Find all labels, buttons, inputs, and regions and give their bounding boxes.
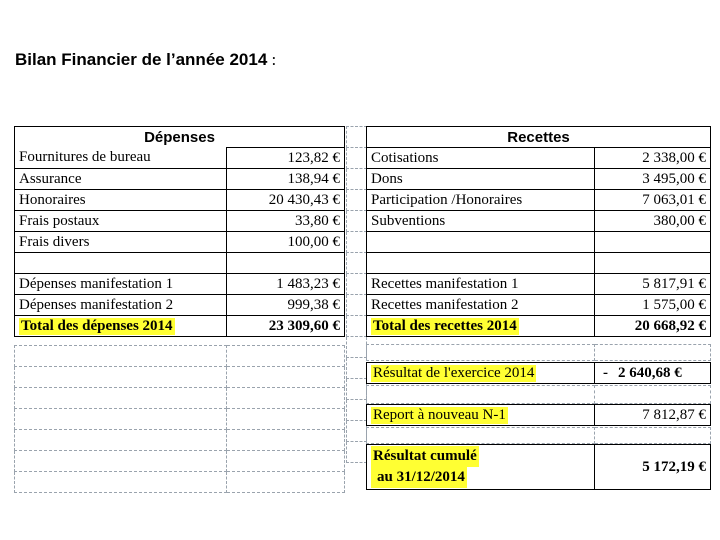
expense-blank — [227, 253, 345, 274]
income-amount: 1 575,00 € — [595, 295, 711, 316]
title-suffix: : — [267, 50, 277, 69]
empty-cell — [227, 367, 345, 388]
result-amount: 2 640,68 € — [618, 364, 682, 381]
empty-cell — [227, 472, 345, 493]
income-label: Subventions — [367, 211, 595, 232]
empty-cell — [227, 388, 345, 409]
expense-label: Fournitures de bureau — [15, 148, 227, 169]
income-total-text: Total des recettes 2014 — [373, 317, 517, 334]
income-amount: 7 063,01 € — [595, 190, 711, 211]
expenses-table — [14, 126, 345, 337]
gap-row-1 — [366, 344, 711, 361]
income-table — [366, 126, 711, 337]
income-label: Dons — [367, 169, 595, 190]
separator-cell — [347, 295, 367, 316]
result-sign: - — [603, 364, 608, 381]
expense-label: Dépenses manifestation 2 — [15, 295, 227, 316]
empty-cell — [15, 346, 227, 367]
carry-table — [366, 404, 711, 426]
expense-label: Dépenses manifestation 1 — [15, 274, 227, 295]
cumulative-amount: 5 172,19 € — [595, 445, 711, 490]
empty-cell — [15, 472, 227, 493]
gap-cell — [595, 386, 711, 404]
empty-cell — [15, 409, 227, 430]
gap-cell — [595, 428, 711, 444]
income-total-amount: 20 668,92 € — [595, 316, 711, 337]
empty-cell — [15, 451, 227, 472]
gap-cell — [367, 386, 595, 404]
separator-cell — [347, 379, 367, 400]
cumulative-label-line2: au 31/12/2014 — [371, 467, 467, 488]
income-blank — [367, 232, 595, 253]
income-label: Participation /Honoraires — [367, 190, 595, 211]
cumulative-label-line1: Résultat cumulé — [371, 446, 479, 467]
income-amount: 2 338,00 € — [595, 148, 711, 169]
income-amount: 380,00 € — [595, 211, 711, 232]
expenses-empty-grid — [14, 345, 345, 493]
separator-cell — [347, 316, 367, 337]
separator-cell — [347, 337, 367, 358]
gap-row-3 — [366, 427, 711, 444]
expense-amount: 1 483,23 € — [227, 274, 345, 295]
income-amount: 5 817,91 € — [595, 274, 711, 295]
separator-cell — [347, 400, 367, 421]
result-label: Résultat de l'exercice 2014 — [373, 364, 535, 381]
expense-amount: 123,82 € — [227, 148, 345, 169]
empty-cell — [227, 451, 345, 472]
expense-label: Assurance — [15, 169, 227, 190]
separator-cell — [347, 358, 367, 379]
expense-label: Frais divers — [15, 232, 227, 253]
expense-amount: 100,00 € — [227, 232, 345, 253]
page-title — [15, 50, 276, 70]
separator-cell — [347, 148, 367, 169]
separator-cell — [347, 211, 367, 232]
separator-cell — [347, 253, 367, 274]
income-header: Recettes — [367, 127, 711, 148]
gap-cell — [367, 428, 595, 444]
carry-label: Report à nouveau N-1 — [373, 406, 506, 423]
income-label: Recettes manifestation 1 — [367, 274, 595, 295]
expense-amount: 20 430,43 € — [227, 190, 345, 211]
expense-amount: 138,94 € — [227, 169, 345, 190]
separator-cell — [347, 442, 367, 463]
expense-total-label — [15, 316, 227, 337]
empty-cell — [15, 388, 227, 409]
expense-total-amount: 23 309,60 € — [227, 316, 345, 337]
expense-amount: 999,38 € — [227, 295, 345, 316]
separator-cell — [347, 169, 367, 190]
separator-column — [346, 126, 367, 463]
income-blank — [595, 232, 711, 253]
income-blank — [595, 253, 711, 274]
income-amount: 3 495,00 € — [595, 169, 711, 190]
income-blank — [367, 253, 595, 274]
cumulative-table — [366, 444, 711, 490]
expenses-header: Dépenses — [15, 127, 345, 148]
expense-total-text: Total des dépenses 2014 — [21, 317, 173, 334]
gap-cell — [367, 345, 595, 361]
empty-cell — [15, 367, 227, 388]
income-label: Cotisations — [367, 148, 595, 169]
gap-cell — [595, 345, 711, 361]
expense-label: Honoraires — [15, 190, 227, 211]
result-label-cell — [367, 363, 595, 384]
title-text: Bilan Financier de l’année 2014 — [15, 50, 268, 69]
separator-cell — [347, 421, 367, 442]
separator-cell — [347, 274, 367, 295]
expense-blank — [15, 253, 227, 274]
expense-amount: 33,80 € — [227, 211, 345, 232]
result-table — [366, 362, 711, 384]
cumulative-label-cell — [367, 445, 595, 490]
separator-cell — [347, 127, 367, 148]
separator-cell — [347, 232, 367, 253]
empty-cell — [227, 430, 345, 451]
gap-row-2 — [366, 385, 711, 404]
separator-cell — [347, 190, 367, 211]
income-total-label — [367, 316, 595, 337]
carry-label-cell — [367, 405, 595, 426]
income-label: Recettes manifestation 2 — [367, 295, 595, 316]
carry-amount: 7 812,87 € — [595, 405, 711, 426]
expense-label: Frais postaux — [15, 211, 227, 232]
empty-cell — [15, 430, 227, 451]
result-amount-cell — [595, 363, 711, 384]
empty-cell — [227, 346, 345, 367]
empty-cell — [227, 409, 345, 430]
